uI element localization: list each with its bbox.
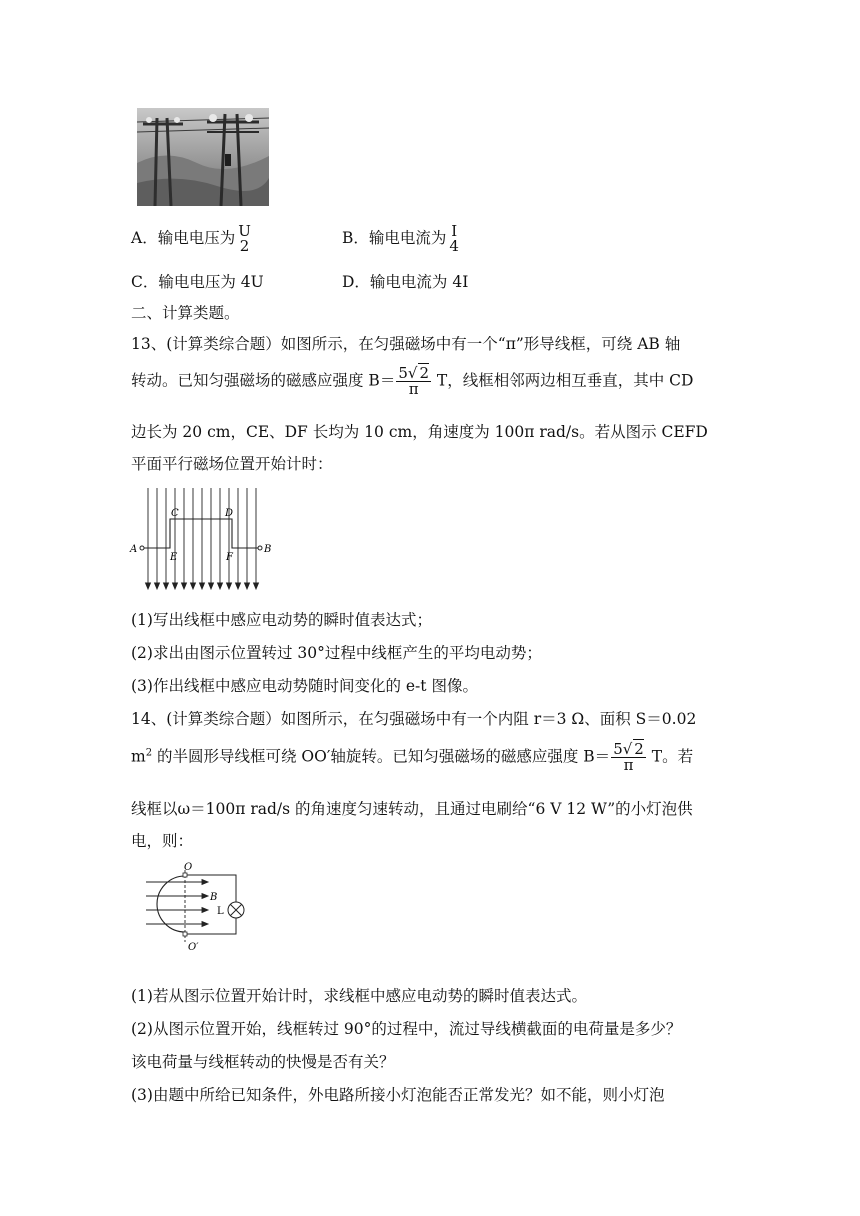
q13-line2-pre: 转动。已知匀强磁场的磁感应强度 B＝ (131, 371, 396, 390)
q13-diagram (128, 485, 276, 593)
field-arrows (146, 880, 208, 927)
option-b-fraction (447, 224, 461, 254)
q13-frac-den: π (396, 381, 431, 397)
sqrt-sign: √ (407, 364, 418, 382)
brush-bottom (183, 932, 187, 936)
label-b-field: B (210, 892, 218, 903)
q13-line4: 平面平行磁场位置开始计时： (131, 455, 333, 473)
q14-sub2a: (2)从图示位置开始，线框转过 90°的过程中，流过导线横截面的电荷量是多少？ (131, 1020, 682, 1038)
option-c: C．输电电压为 4U (131, 273, 264, 291)
option-a-denominator: 2 (239, 237, 250, 255)
q14-line2 (131, 742, 693, 773)
pi-frame (142, 519, 260, 548)
label-f: F (226, 552, 233, 563)
label-a: A (130, 544, 138, 555)
q13-line2-post: T，线框相邻两边相互垂直，其中 CD (431, 371, 694, 390)
q13-frac-coef: 5 (398, 364, 408, 382)
option-a (131, 224, 254, 254)
q14-line4: 电，则： (131, 832, 194, 850)
option-d: D．输电电流为 4I (342, 273, 469, 291)
q13-frac-root: 2 (419, 364, 429, 382)
magnetic-field-lines (146, 488, 259, 589)
power-line-photo (137, 108, 269, 206)
q14-b-fraction (611, 742, 646, 773)
option-a-text: A．输电电压为 (131, 229, 236, 247)
q14-line2-post: T。若 (646, 747, 694, 766)
q14-unit-sup: 2 (145, 747, 153, 759)
terminal-a (140, 546, 144, 550)
label-o: O (184, 862, 193, 873)
option-b-denominator: 4 (449, 237, 459, 255)
option-b-text: B．输电电流为 (342, 229, 447, 247)
section-heading: 二、计算类题。 (131, 304, 240, 322)
label-e: E (170, 552, 178, 563)
option-a-fraction (236, 224, 253, 254)
label-d: D (225, 508, 234, 519)
q14-frac-den: π (611, 757, 646, 773)
q14-line2-pre: 的半圆形导线框可绕 OO′轴旋转。已知匀强磁场的磁感应强度 B＝ (152, 747, 611, 766)
brush-top (183, 873, 187, 877)
q13-sub3: (3)作出线框中感应电动势随时间变化的 e-t 图像。 (131, 677, 478, 695)
q13-sub2: (2)求出由图示位置转过 30°过程中线框产生的平均电动势； (131, 644, 542, 662)
q13-line1: 13、(计算类综合题）如图所示，在匀强磁场中有一个“π”形导线框，可绕 AB 轴 (131, 335, 681, 353)
q14-frac-root: 2 (634, 740, 644, 758)
option-b (342, 224, 462, 254)
q13-sub1: (1)写出线框中感应电动势的瞬时值表达式； (131, 611, 432, 629)
q13-b-fraction (396, 366, 431, 397)
q14-line1: 14、(计算类综合题）如图所示，在匀强磁场中有一个内阻 r＝3 Ω、面积 S＝0.02 (131, 710, 697, 728)
q13-line2 (131, 366, 693, 397)
q13-line3: 边长为 20 cm，CE、DF 长均为 10 cm，角速度为 100π rad/s。若从图示 CEFD (131, 423, 708, 441)
q14-diagram (140, 862, 256, 954)
label-o-prime: O′ (188, 942, 199, 953)
label-c: C (171, 508, 179, 519)
terminal-b (258, 546, 262, 550)
q14-sub3: (3)由题中所给已知条件，外电路所接小灯泡能否正常发光？如不能，则小灯泡 (131, 1086, 665, 1104)
circuit-bottom (187, 918, 236, 934)
q14-sub1: (1)若从图示位置开始计时，求线框中感应电动势的瞬时值表达式。 (131, 987, 587, 1005)
label-lamp: L (217, 906, 224, 917)
label-b: B (264, 544, 272, 555)
q14-line3: 线框以ω＝100π rad/s 的角速度匀速转动，且通过电刷给“6 V 12 W”的小灯泡供 (131, 800, 693, 818)
q14-sub2b: 该电荷量与线框转动的快慢是否有关？ (131, 1053, 395, 1071)
option-b-numerator: I (451, 222, 458, 240)
q14-frac-coef: 5 (613, 740, 623, 758)
q14-unit-m: m (131, 747, 146, 766)
sqrt-sign: √ (622, 740, 633, 758)
option-a-numerator: U (238, 222, 251, 240)
